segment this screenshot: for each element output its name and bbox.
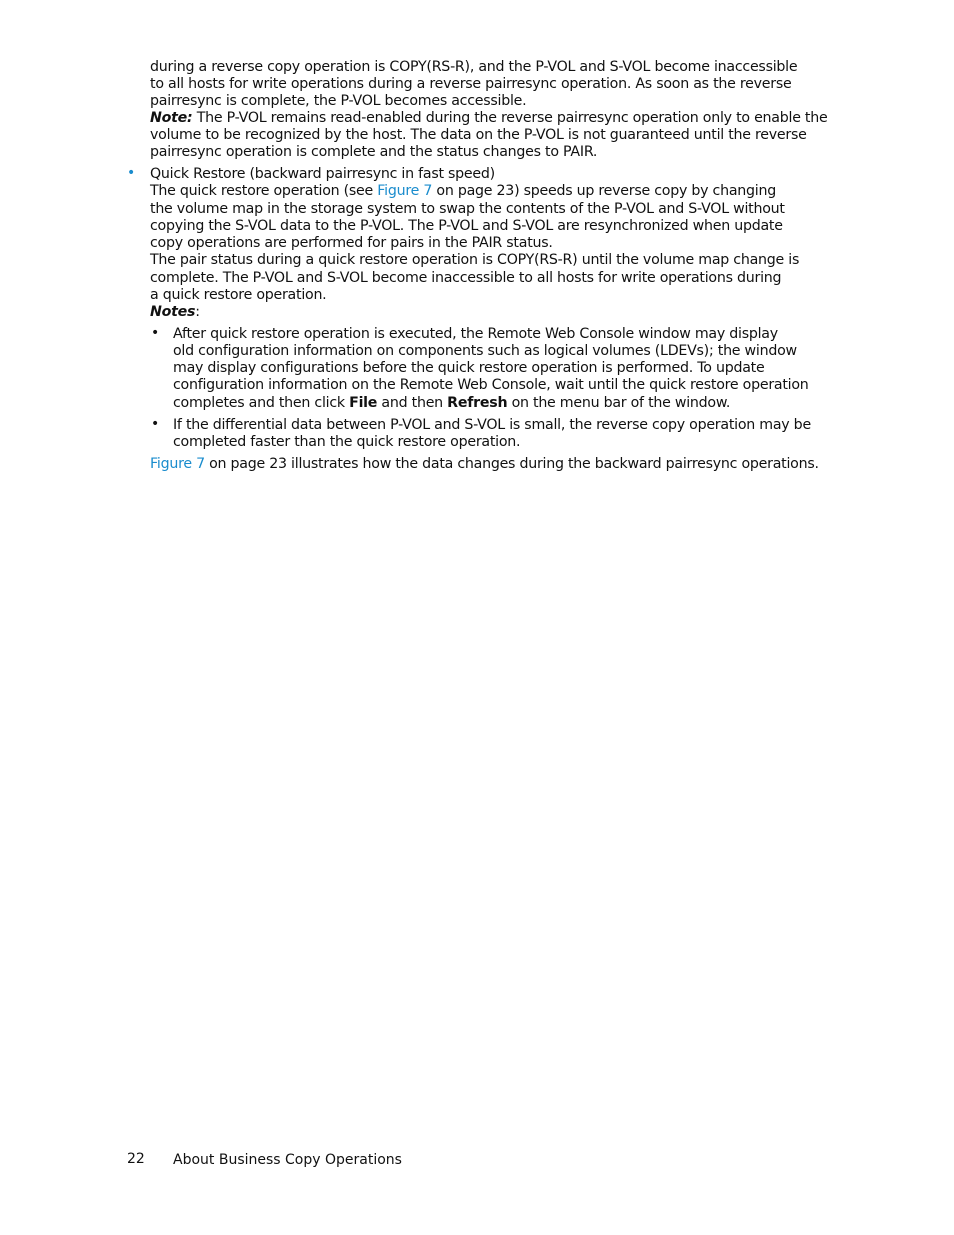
note-2-bullet: • — [151, 416, 160, 432]
para1-line-1: during a reverse copy operation is COPY(RS-R), and the P-VOL and S-VOL become inaccessible — [150, 59, 798, 75]
note-2-line-2: completed faster than the quick restore operation. — [173, 434, 521, 450]
note-text: The P-VOL remains read-enabled during the reverse pairresync operation only to enable the — [192, 110, 828, 126]
figure-7-link-2[interactable]: Figure 7 — [150, 456, 205, 472]
note-1-last-mid: and then — [377, 395, 448, 411]
note-1-line-5 — [173, 395, 730, 412]
quick-restore-bullet: • — [127, 165, 136, 181]
note-1-last-post: on the menu bar of the window. — [507, 395, 731, 411]
page-number: 22 — [127, 1151, 145, 1167]
quick-restore-line-3: copying the S-VOL data to the P-VOL. The P-VOL and S-VOL are resynchronized when update — [150, 218, 783, 234]
note-line-3: pairresync operation is complete and the status changes to PAIR. — [150, 144, 598, 160]
note-1-line-2: old configuration information on components such as logical volumes (LDEVs); the window — [173, 343, 797, 359]
note-1-line-3: may display configurations before the quick restore operation is performed. To update — [173, 360, 765, 376]
quick-restore-line-1-pre: The quick restore operation (see — [150, 183, 378, 199]
quick-restore-heading: Quick Restore (backward pairresync in fast speed) — [150, 166, 495, 182]
quick-restore-line-5: The pair status during a quick restore operation is COPY(RS-R) until the volume map change is — [150, 252, 800, 268]
note-1-bullet: • — [151, 325, 160, 341]
notes-colon: : — [195, 304, 200, 320]
quick-restore-line-2: the volume map in the storage system to swap the contents of the P-VOL and S-VOL without — [150, 201, 785, 217]
quick-restore-line-7: a quick restore operation. — [150, 287, 327, 303]
refresh-menu-ref: Refresh — [447, 395, 508, 411]
note-1-line-4: configuration information on the Remote Web Console, wait until the quick restore operation — [173, 377, 809, 393]
note-line-1 — [150, 110, 827, 127]
para1-line-3: pairresync is complete, the P-VOL becomes accessible. — [150, 93, 527, 109]
quick-restore-line-1 — [150, 183, 776, 200]
quick-restore-line-6: complete. The P-VOL and S-VOL become inaccessible to all hosts for write operations during — [150, 270, 782, 286]
note-2-line-1: If the differential data between P-VOL and S-VOL is small, the reverse copy operation may be — [173, 417, 811, 433]
note-1-last-pre: completes and then click — [173, 395, 350, 411]
para1-line-2: to all hosts for write operations during a reverse pairresync operation. As soon as the reverse — [150, 76, 792, 92]
note-1-line-1: After quick restore operation is executed, the Remote Web Console window may display — [173, 326, 778, 342]
note-line-2: volume to be recognized by the host. The data on the P-VOL is not guaranteed until the reverse — [150, 127, 807, 143]
quick-restore-line-4: copy operations are performed for pairs in the PAIR status. — [150, 235, 553, 251]
notes-label: Notes — [150, 304, 196, 320]
figure-7-link[interactable]: Figure 7 — [377, 183, 433, 199]
file-menu-ref: File — [349, 395, 378, 411]
footer-section-title: About Business Copy Operations — [173, 1152, 402, 1168]
note-label: Note: — [150, 110, 193, 126]
figure-ref-line — [150, 456, 819, 473]
figure-ref-text: on page 23 illustrates how the data changes during the backward pairresync operations. — [204, 456, 819, 472]
quick-restore-line-1-post: on page 23) speeds up reverse copy by changing — [432, 183, 776, 199]
notes-heading — [150, 304, 200, 321]
